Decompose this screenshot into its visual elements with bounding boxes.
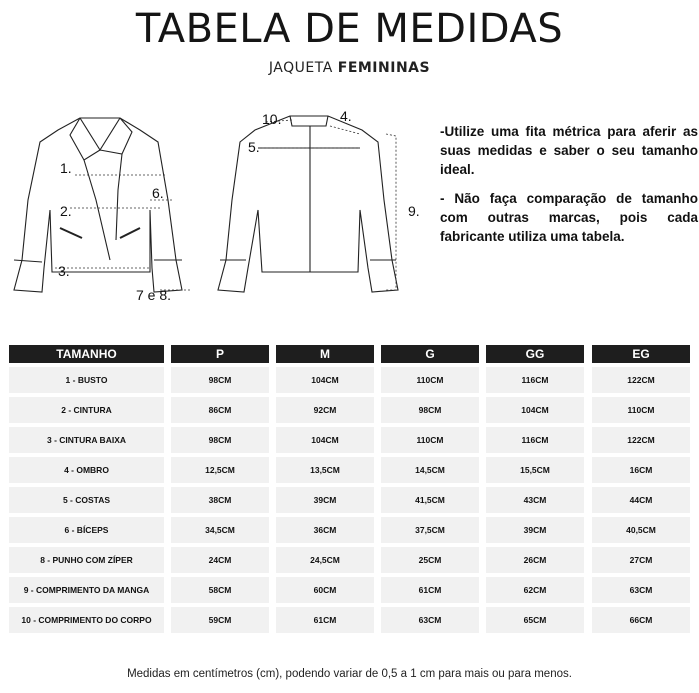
table-cell-m: 36CM [276,517,374,543]
table-cell-eg: 63CM [592,577,690,603]
table-cell-gg: 62CM [486,577,584,603]
table-cell-m: 60CM [276,577,374,603]
label-back-9: 9. [408,203,420,219]
table-cell-g: 61CM [381,577,479,603]
table-cell-m: 104CM [276,367,374,393]
table-cell-g: 110CM [381,367,479,393]
table-cell-m: 13,5CM [276,457,374,483]
table-cell-gg: 39CM [486,517,584,543]
label-front-3: 3. [58,263,70,279]
subtitle-bold: FEMININAS [337,60,431,76]
table-cell-p: 98CM [171,427,269,453]
table-cell-m: 39CM [276,487,374,513]
table-cell-eg: 40,5CM [592,517,690,543]
instruction-2: - Não faça comparação de tamanho com outras marcas, pois cada fabricante utiliza uma tabela. [440,191,698,244]
table-row-label: 1 - BUSTO [9,367,164,393]
jacket-back-drawing [218,116,398,292]
label-front-7-8: 7 e 8. [136,287,172,303]
table-cell-gg: 26CM [486,547,584,573]
table-cell-g: 37,5CM [381,517,479,543]
table-header-gg: GG [486,345,584,363]
table-header-size: TAMANHO [9,345,164,363]
table-row-label: 6 - BÍCEPS [9,517,164,543]
label-back-10: 10. [262,111,282,127]
table-header-p: P [171,345,269,363]
table-cell-eg: 66CM [592,607,690,633]
table-cell-g: 14,5CM [381,457,479,483]
jacket-illustration [0,90,440,310]
table-cell-eg: 122CM [592,427,690,453]
table-cell-p: 98CM [171,367,269,393]
table-cell-p: 86CM [171,397,269,423]
page-subtitle [0,60,699,76]
table-cell-m: 104CM [276,427,374,453]
instruction-1: -Utilize uma fita métrica para aferir as suas medidas e saber o seu tamanho ideal. [440,124,698,177]
table-cell-p: 38CM [171,487,269,513]
table-row-label: 9 - COMPRIMENTO DA MANGA [9,577,164,603]
table-cell-eg: 27CM [592,547,690,573]
table-cell-gg: 43CM [486,487,584,513]
table-cell-eg: 44CM [592,487,690,513]
table-cell-m: 92CM [276,397,374,423]
table-cell-gg: 15,5CM [486,457,584,483]
label-front-2: 2. [60,203,72,219]
table-row-label: 2 - CINTURA [9,397,164,423]
table-row-label: 10 - COMPRIMENTO DO CORPO [9,607,164,633]
label-front-6: 6. [152,185,164,201]
page-title: TABELA DE MEDIDAS [135,6,564,52]
table-cell-g: 110CM [381,427,479,453]
table-row-label: 5 - COSTAS [9,487,164,513]
table-cell-gg: 116CM [486,367,584,393]
label-front-1: 1. [60,160,72,176]
table-cell-gg: 104CM [486,397,584,423]
table-cell-p: 12,5CM [171,457,269,483]
table-header-g: G [381,345,479,363]
table-cell-m: 61CM [276,607,374,633]
table-cell-p: 58CM [171,577,269,603]
table-cell-g: 63CM [381,607,479,633]
table-cell-g: 98CM [381,397,479,423]
jacket-front-drawing [14,118,182,292]
table-cell-p: 34,5CM [171,517,269,543]
label-back-5: 5. [248,139,260,155]
table-header-eg: EG [592,345,690,363]
table-cell-m: 24,5CM [276,547,374,573]
table-header-m: M [276,345,374,363]
table-cell-gg: 65CM [486,607,584,633]
table-cell-p: 24CM [171,547,269,573]
instructions [440,122,698,256]
subtitle-prefix: JAQUETA [268,60,333,76]
table-cell-g: 41,5CM [381,487,479,513]
footer-note: Medidas em centímetros (cm), podendo variar de 0,5 a 1 cm para mais ou para menos. [127,668,572,680]
table-cell-gg: 116CM [486,427,584,453]
table-cell-p: 59CM [171,607,269,633]
table-row-label: 4 - OMBRO [9,457,164,483]
label-back-4: 4. [340,108,352,124]
table-cell-eg: 110CM [592,397,690,423]
table-cell-g: 25CM [381,547,479,573]
table-row-label: 8 - PUNHO COM ZÍPER [9,547,164,573]
table-cell-eg: 16CM [592,457,690,483]
table-cell-eg: 122CM [592,367,690,393]
table-row-label: 3 - CINTURA BAIXA [9,427,164,453]
